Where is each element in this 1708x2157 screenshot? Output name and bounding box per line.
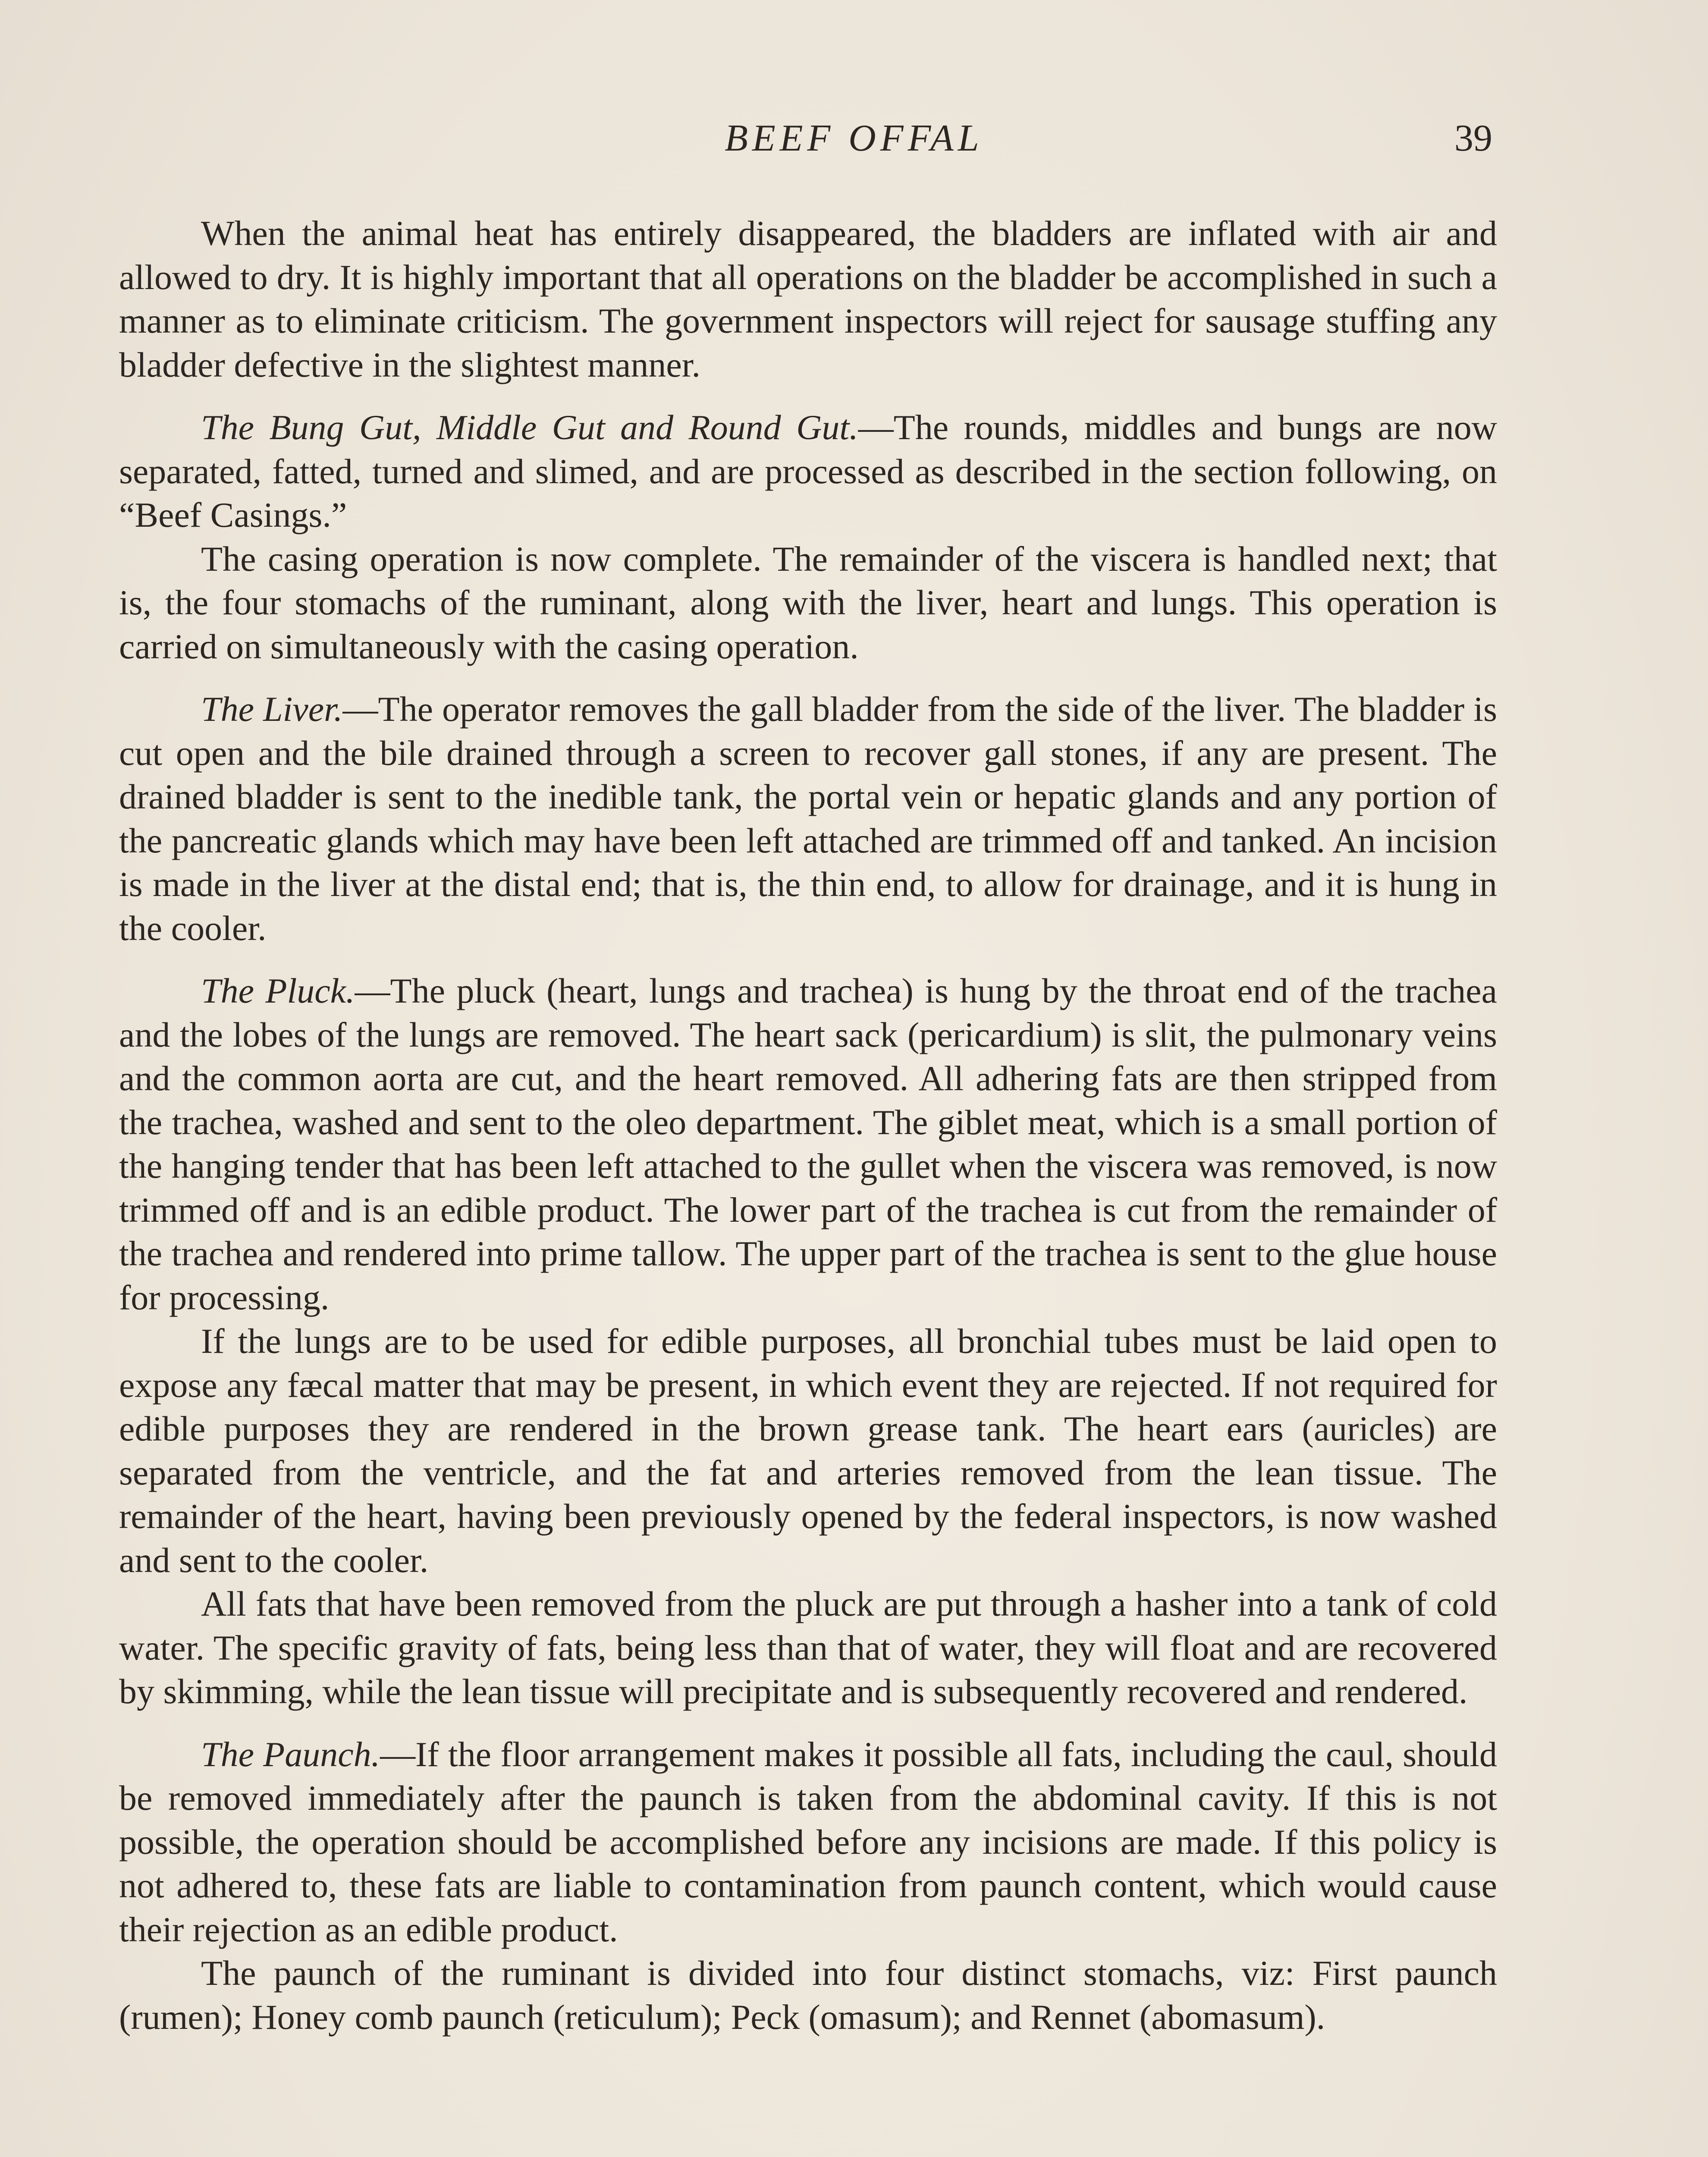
paragraph-text: The paunch of the ruminant is divided into four distinct stomachs, viz: First paunch (rumen); Honey comb paunch (reticulum); Peck (omasum); and Rennet (abomasum). (119, 1953, 1497, 2037)
running-title: BEEF OFFAL (725, 117, 983, 159)
paragraph-lungs (119, 1319, 1497, 1582)
paragraph-text: The casing operation is now complete. The remainder of the viscera is handled next; that is, the four stomachs of the ruminant, along with the liver, heart and lungs. This operation is carried on simultaneously with the casing operation. (119, 539, 1497, 666)
paragraph-pluck (119, 969, 1497, 1319)
paragraph-paunch (119, 1733, 1497, 1952)
paragraph-casing-complete (119, 537, 1497, 669)
paragraph-four-stomachs (119, 1951, 1497, 2039)
running-head (0, 116, 1708, 168)
body-text (119, 211, 1497, 2039)
paragraph-bung-gut (119, 406, 1497, 537)
section-heading-bung-gut: The Bung Gut, Middle Gut and Round Gut. (201, 408, 858, 447)
paragraph-text: —The rounds, middles and bungs are now separated, fatted, turned and slimed, and are processed as described in the section following, on “Beef Casings.” (119, 408, 1497, 535)
section-heading-paunch: The Paunch. (201, 1734, 380, 1774)
paragraph-liver (119, 687, 1497, 950)
paragraph-text: All fats that have been removed from the pluck are put through a hasher into a tank of cold water. The specific gravity of fats, being less than that of water, they will float and are recovered by skimming, while the lean tissue will precipitate and is subsequently recovered and rendered. (119, 1584, 1497, 1711)
paragraph-text: —The operator removes the gall bladder from the side of the liver. The bladder is cut open and the bile drained through a screen to recover gall stones, if any are present. The drained bladder is sent to the inedible tank, the portal vein or hepatic glands and any portion of the pancreatic glands which may have been left attached are trimmed off and tanked. An incision is made in the liver at the distal end; that is, the thin end, to allow for drainage, and it is hung in the cooler. (119, 689, 1498, 948)
section-heading-liver: The Liver. (201, 689, 343, 729)
paragraph-bladder-drying (119, 211, 1497, 387)
paragraph-text: —If the floor arrangement makes it possible all fats, including the caul, should be removed immediately after the paunch is taken from the abdominal cavity. If this is not possible, the operation should be accomplished before any incisions are made. If this policy is not adhered to, these fats are liable to contamination from paunch content, which would cause their rejection as an edible product. (119, 1734, 1498, 1949)
paragraph-fats-hasher (119, 1582, 1497, 1714)
paragraph-text: When the animal heat has entirely disappeared, the bladders are inflated with air and allowed to dry. It is highly important that all operations on the bladder be accomplished in such a manner as to eliminate criticism. The government inspectors will reject for sausage stuffing any bladder defective in the slightest manner. (119, 214, 1497, 384)
page-number: 39 (1454, 117, 1492, 159)
paragraph-text: —The pluck (heart, lungs and trachea) is hung by the throat end of the trachea and the lobes of the lungs are removed. The heart sack (pericardium) is slit, the pulmonary veins and the common aorta are cut, and the heart removed. All adhering fats are then stripped from the trachea, washed and sent to the oleo department. The giblet meat, which is a small portion of the hanging tender that has been left attached to the gullet when the viscera was removed, is now trimmed off and is an edible product. The lower part of the trachea is cut from the remainder of the trachea and rendered into prime tallow. The upper part of the trachea is sent to the glue house for processing. (119, 971, 1497, 1317)
paragraph-text: If the lungs are to be used for edible purposes, all bronchial tubes must be laid open to expose any fæcal matter that may be present, in which event they are rejected. If not required for edible purposes they are rendered in the brown grease tank. The heart ears (auricles) are separated from the ventricle, and the fat and arteries removed from the lean tissue. The remainder of the heart, having been previously opened by the federal inspectors, is now washed and sent to the cooler. (119, 1321, 1497, 1580)
section-heading-pluck: The Pluck. (201, 971, 355, 1010)
